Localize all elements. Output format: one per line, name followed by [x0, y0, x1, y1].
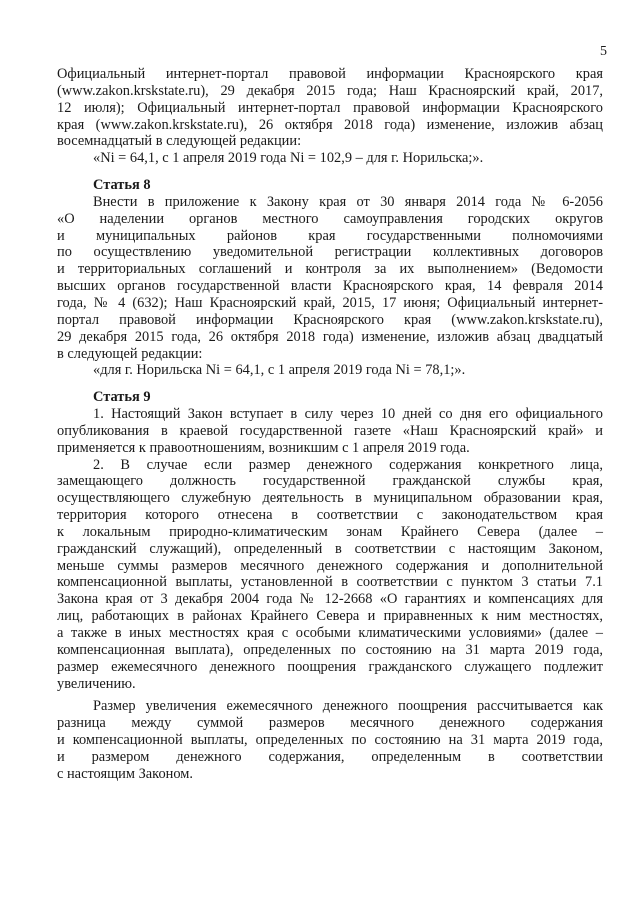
- text-line: осуществляющего служебную деятельность в муниципальном образовании края,: [57, 490, 603, 507]
- text-line: 12 июля); Официальный интернет-портал правовой информации Красноярского: [57, 99, 603, 116]
- text-line: портал правовой информации Красноярского края (www.zakon.krskstate.ru),: [57, 311, 603, 328]
- text-line: и размером денежного содержания, определенным в соответствии: [57, 748, 603, 765]
- text-line: к локальным природно-климатическим зонам Крайнего Севера (далее –: [57, 523, 603, 540]
- text-line: и муниципальных районов края государственными полномочиями: [57, 227, 603, 244]
- page-number: 5: [600, 44, 607, 59]
- text-line: 29 декабря 2015 года, 26 октября 2018 года) изменение, изложив абзац двадцатый: [57, 328, 603, 345]
- text-line: территория которого отнесена в соответствии с законодательством края: [57, 507, 603, 524]
- text-line: компенсационной выплаты, установленной в соответствии с пунктом 3 статьи 7.1: [57, 574, 603, 591]
- text-line: Внести в приложение к Закону края от 30 января 2014 года № 6-2056: [93, 193, 603, 210]
- text-line: (www.zakon.krskstate.ru), 29 декабря 2015 года; Наш Красноярский край, 2017,: [57, 82, 603, 99]
- text-line: 1. Настоящий Закон вступает в силу через 10 дней со дня его официального: [93, 406, 603, 423]
- text-line: с настоящим Законом.: [57, 765, 193, 782]
- text-line: Закона края от 3 декабря 2004 года № 12-2668 «О гарантиях и компенсациях для: [57, 591, 603, 608]
- text-line: Размер увеличения ежемесячного денежного поощрения рассчитывается как: [93, 698, 603, 715]
- text-line: края (www.zakon.krskstate.ru), 26 октября 2018 года) изменение, изложив абзац: [57, 116, 603, 133]
- formula-quote: «Ni = 64,1, с 1 апреля 2019 года Ni = 102,9 – для г. Норильска;».: [93, 150, 484, 167]
- document-body: [57, 66, 603, 783]
- text-line: 2. В случае если размер денежного содержания конкретного лица,: [93, 456, 603, 473]
- formula-quote: «для г. Норильска Ni = 64,1, с 1 апреля 2019 года Ni = 78,1;».: [93, 362, 466, 379]
- text-line: по осуществлению уведомительной регистрации коллективных договоров: [57, 244, 603, 261]
- text-line: применяется к правоотношениям, возникшим с 1 апреля 2019 года.: [57, 439, 470, 456]
- text-line: Официальный интернет-портал правовой информации Красноярского края: [57, 66, 603, 82]
- text-line: разница между суммой размеров месячного денежного содержания: [57, 715, 603, 732]
- text-line: увеличению.: [57, 675, 136, 692]
- text-line: меньше суммы размеров месячного денежного содержания и дополнительной: [57, 557, 603, 574]
- text-line: размер ежемесячного денежного поощрения гражданского служащего подлежит: [57, 658, 603, 675]
- text-line: замещающего должность государственной гражданской службы края,: [57, 473, 603, 490]
- text-line: восемнадцатый в следующей редакции:: [57, 133, 302, 150]
- text-line: года, № 4 (632); Наш Красноярский край, 2015, 17 июня; Официальный интернет-: [57, 294, 603, 311]
- article-8: [57, 177, 603, 379]
- text-line: а также в иных местностях края с особыми климатическими условиями» (далее –: [57, 625, 603, 641]
- text-line: лиц, работающих в районах Крайнего Севера и приравненных к ним местностях,: [57, 608, 603, 625]
- text-line: гражданский служащий), определенный в соответствии с настоящим Законом,: [57, 540, 603, 557]
- text-line: компенсационная выплата), определенных по состоянию на 31 марта 2019 года,: [57, 641, 603, 658]
- text-line: «О наделении органов местного самоуправления городских округов: [57, 210, 603, 227]
- article-9: [57, 389, 603, 782]
- article-heading: Статья 9: [93, 389, 151, 406]
- text-line: опубликования в краевой государственной газете «Наш Красноярский край» и: [57, 422, 603, 439]
- intro-paragraph: [57, 66, 603, 167]
- text-line: и территориальных соглашений и контроля за их выполнением» (Ведомости: [57, 261, 603, 278]
- text-line: высших органов государственной власти Красноярского края, 14 февраля 2014: [57, 278, 603, 295]
- article-heading: Статья 8: [93, 177, 151, 194]
- text-line: и компенсационной выплаты, определенных по состоянию на 31 марта 2019 года,: [57, 732, 603, 749]
- text-line: в следующей редакции:: [57, 345, 203, 362]
